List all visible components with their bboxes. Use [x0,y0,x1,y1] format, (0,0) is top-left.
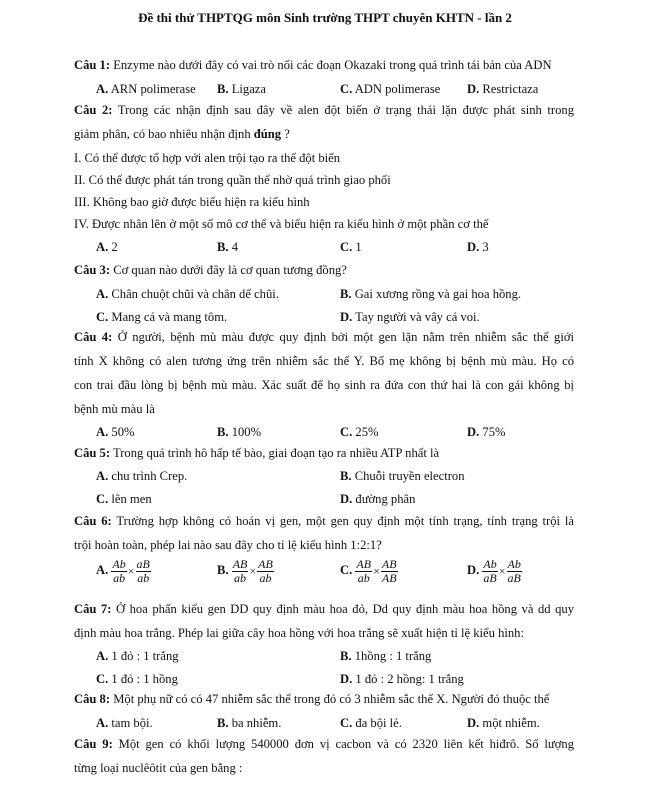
q2-option-a[interactable]: A. 2 [96,240,118,254]
q3-option-a[interactable]: A. Chân chuột chũi và chân dế chũi. [96,287,279,301]
question-1 [74,58,552,73]
question-label: Câu 9: [74,737,113,751]
question-text: Trong các nhận định sau đây về alen đột biến ở trạng thái lặn được phát sinh trong [112,103,574,117]
q7-option-b[interactable]: B. 1hồng : 1 trắng [340,649,432,663]
q8-option-c[interactable]: C. đa bội lẻ. [340,716,402,730]
question-8 [74,692,549,707]
q8-option-a[interactable]: A. tam bội. [96,716,153,730]
genotype-fraction: $\frac{AB}{ab}$ [232,557,248,585]
q6-option-b[interactable]: B. $\frac{AB}{ab}$ × $\frac{AB}{ab}$ [217,557,273,585]
q4-option-b[interactable]: B. 100% [217,425,262,439]
page-title: Đề thi thử THPTQG môn Sinh trường THPT chuyên KHTN - lần 2 [138,10,512,25]
q5-option-b[interactable]: B. Chuỗi truyền electron [340,469,465,483]
question-7-cont: định màu hoa trắng. Phép lai giữa cây hoa hồng với hoa trắng sẽ xuất hiện tỉ lệ kiểu hình: [74,626,524,640]
question-label: Câu 5: [74,446,111,460]
question-label: Câu 8: [74,692,111,706]
genotype-fraction: $\frac{Ab}{aB}$ [483,557,497,585]
q4-option-a[interactable]: A. 50% [96,425,135,439]
q5-option-d[interactable]: D. đường phân [340,492,416,506]
q2-option-c[interactable]: C. 1 [340,240,362,254]
question-6 [74,514,574,529]
question-text: Ở hoa phấn kiểu gen DD quy định màu hoa đỏ, Dd quy định màu hoa hồng và dd quy [111,602,574,616]
question-text: Cơ quan nào dưới đây là cơ quan tương đồng? [110,263,347,277]
q6-option-c[interactable]: C. $\frac{AB}{ab}$ × $\frac{AB}{AB}$ [340,557,397,585]
question-label: Câu 2: [74,103,113,117]
genotype-fraction: $\frac{AB}{AB}$ [381,557,397,585]
genotype-fraction: $\frac{aB}{ab}$ [136,557,150,585]
genotype-fraction: $\frac{Ab}{ab}$ [112,557,126,585]
question-3 [74,263,347,278]
q5-option-c[interactable]: C. lên men [96,492,152,506]
question-label: Câu 3: [74,263,111,277]
question-text: Trong quá trình hô hấp tế bào, giai đoạn tạo ra nhiều ATP nhất là [110,446,440,460]
q8-option-b[interactable]: B. ba nhiễm. [217,716,282,730]
question-text: Một gen có khối lượng 540000 đơn vị cacbon và có 2320 liên kết hiđrô. Số lượng [112,737,574,751]
genotype-fraction: $\frac{AB}{ab}$ [258,557,273,585]
question-text: Enzyme nào dưới đây có vai trò nối các đoạn Okazaki trong quá trình tái bản của ADN [110,58,552,72]
question-label: Câu 4: [74,330,113,344]
question-6-cont: trội hoàn toàn, phép lai nào sau đây cho tỉ lệ kiểu hình 1:2:1? [74,538,382,552]
question-9-cont: từng loại nuclêôtit của gen bằng : [74,761,243,775]
q5-option-a[interactable]: A. chu trình Crep. [96,469,188,483]
question-7 [74,602,574,617]
question-2-cont: giảm phân, có bao nhiêu nhận định đúng ? [74,127,290,141]
q2-statement: IV. Được nhân lên ở một số mô cơ thể và biểu hiện ra kiểu hình ở một phần cơ thể [74,217,489,231]
q4-option-d[interactable]: D. 75% [467,425,506,439]
question-4 [74,330,574,345]
question-4-cont: tính X không có alen tương ứng trên nhiễm sắc thể Y. Bố mẹ không bị bệnh mù màu. Họ có [74,354,574,368]
q1-option-b[interactable]: B. Ligaza [217,82,266,96]
question-text: Trường hợp không có hoán vị gen, một gen quy định một tính trạng, tính trạng trội là [111,514,574,528]
q4-option-c[interactable]: C. 25% [340,425,379,439]
question-label: Câu 1: [74,58,111,72]
question-5 [74,446,439,461]
q3-option-c[interactable]: C. Mang cá và mang tôm. [96,310,228,324]
genotype-fraction: $\frac{AB}{ab}$ [356,557,372,585]
q8-option-d[interactable]: D. một nhiễm. [467,716,540,730]
q1-option-a[interactable]: A. ARN polimerase [96,82,196,96]
q3-option-b[interactable]: B. Gai xương rồng và gai hoa hồng. [340,287,522,301]
q7-option-a[interactable]: A. 1 đỏ : 1 trắng [96,649,179,663]
q3-option-d[interactable]: D. Tay người và vây cá voi. [340,310,480,324]
question-text: Ở người, bệnh mù màu được quy định bởi một gen lặn nằm trên nhiễm sắc thể giới [112,330,574,344]
question-4-cont: con trai đầu lòng bị bệnh mù màu. Xác suất để họ sinh ra đứa con thứ hai là con gái không bị [74,378,574,392]
question-4-cont: bệnh mù màu là [74,402,155,416]
q7-option-c[interactable]: C. 1 đỏ : 1 hồng [96,672,178,686]
question-2 [74,103,574,118]
q6-option-a[interactable]: A. $\frac{Ab}{ab}$ × $\frac{aB}{ab}$ [96,557,150,585]
question-label: Câu 7: [74,602,112,616]
q7-option-d[interactable]: D. 1 đỏ : 2 hồng: 1 trắng [340,672,464,686]
q6-option-d[interactable]: D. $\frac{Ab}{aB}$ × $\frac{Ab}{aB}$ [467,557,521,585]
q1-option-d[interactable]: D. Restrictaza [467,82,539,96]
question-label: Câu 6: [74,514,112,528]
q1-option-c[interactable]: C. ADN polimerase [340,82,441,96]
question-9 [74,737,574,752]
q2-statement: II. Có thể được phát tán trong quần thể nhờ quá trình giao phối [74,173,391,187]
q2-statement: III. Không bao giờ được biểu hiện ra kiểu hình [74,195,310,209]
question-text: Một phụ nữ có có 47 nhiễm sắc thể trong đó có 3 nhiễm sắc thể X. Người đó thuộc thể [110,692,550,706]
q2-option-d[interactable]: D. 3 [467,240,489,254]
genotype-fraction: $\frac{Ab}{aB}$ [507,557,521,585]
q2-option-b[interactable]: B. 4 [217,240,239,254]
q2-statement: I. Có thể được tổ hợp với alen trội tạo ra thể đột biến [74,151,341,165]
